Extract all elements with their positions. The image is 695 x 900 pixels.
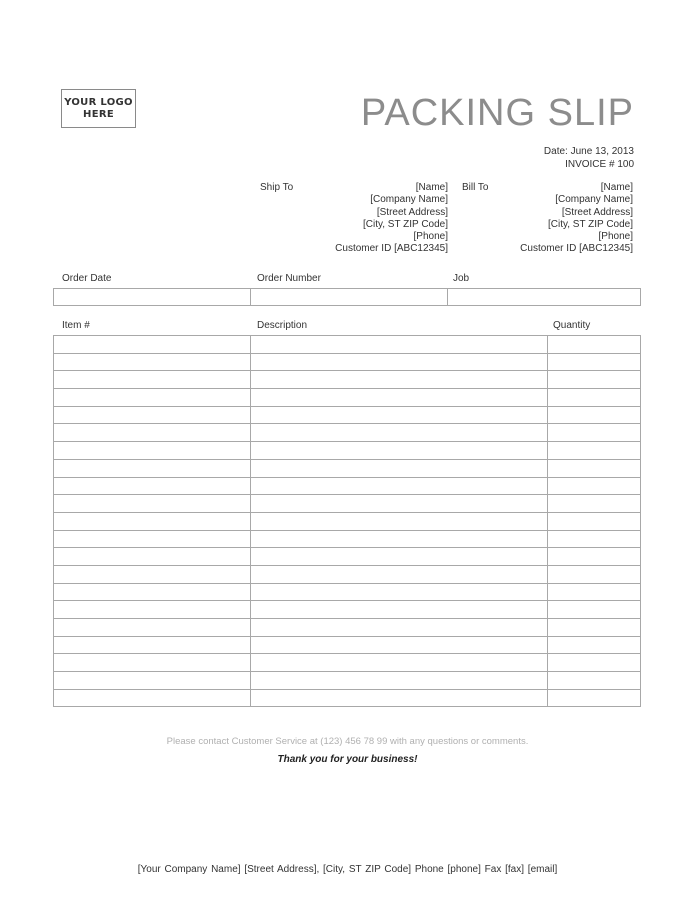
description-cell[interactable] — [251, 424, 548, 442]
order-info-table — [53, 288, 641, 306]
description-cell[interactable] — [251, 654, 548, 672]
bill-to-customer-id: Customer ID [ABC12345] — [520, 243, 633, 255]
quantity-cell[interactable] — [548, 565, 641, 583]
quantity-cell[interactable] — [548, 353, 641, 371]
table-row — [54, 336, 641, 354]
table-row — [54, 289, 641, 306]
quantity-cell[interactable] — [548, 424, 641, 442]
item-number-cell[interactable] — [54, 689, 251, 707]
item-number-cell[interactable] — [54, 389, 251, 407]
quantity-cell[interactable] — [548, 459, 641, 477]
item-number-cell[interactable] — [54, 495, 251, 513]
order-number-field[interactable] — [251, 289, 448, 306]
item-number-cell[interactable] — [54, 583, 251, 601]
description-cell[interactable] — [251, 406, 548, 424]
description-cell[interactable] — [251, 353, 548, 371]
description-cell[interactable] — [251, 477, 548, 495]
description-cell[interactable] — [251, 672, 548, 690]
quantity-label: Quantity — [553, 320, 591, 331]
table-row — [54, 424, 641, 442]
document-title: PACKING SLIP — [360, 92, 634, 134]
quantity-cell[interactable] — [548, 654, 641, 672]
quantity-cell[interactable] — [548, 583, 641, 601]
job-label: Job — [453, 273, 470, 284]
quantity-cell[interactable] — [548, 512, 641, 530]
item-number-cell[interactable] — [54, 442, 251, 460]
item-number-cell[interactable] — [54, 601, 251, 619]
description-cell[interactable] — [251, 601, 548, 619]
invoice-meta — [544, 145, 634, 171]
description-cell[interactable] — [251, 389, 548, 407]
logo-line-2: HERE — [83, 108, 114, 120]
item-number-cell[interactable] — [54, 636, 251, 654]
order-date-label: Order Date — [62, 273, 112, 284]
item-number-cell[interactable] — [54, 459, 251, 477]
description-cell[interactable] — [251, 459, 548, 477]
table-row — [54, 689, 641, 707]
item-number-cell[interactable] — [54, 672, 251, 690]
ship-to-name: [Name] — [415, 182, 448, 193]
description-cell[interactable] — [251, 495, 548, 513]
bill-to-street: [Street Address] — [561, 206, 633, 218]
item-number-label: Item # — [62, 320, 90, 331]
description-cell[interactable] — [251, 548, 548, 566]
table-row — [54, 442, 641, 460]
table-row — [54, 636, 641, 654]
description-label: Description — [257, 320, 308, 331]
item-number-cell[interactable] — [54, 424, 251, 442]
quantity-cell[interactable] — [548, 406, 641, 424]
table-row — [54, 477, 641, 495]
description-cell[interactable] — [251, 371, 548, 389]
table-row — [54, 548, 641, 566]
item-number-cell[interactable] — [54, 530, 251, 548]
description-cell[interactable] — [251, 565, 548, 583]
quantity-cell[interactable] — [548, 530, 641, 548]
table-row — [54, 495, 641, 513]
bill-to-company: [Company Name] — [555, 194, 633, 206]
item-number-cell[interactable] — [54, 406, 251, 424]
item-number-cell[interactable] — [54, 512, 251, 530]
ship-to-city: [City, ST ZIP Code] — [362, 218, 448, 230]
bill-to-city: [City, ST ZIP Code] — [547, 218, 633, 230]
quantity-cell[interactable] — [548, 619, 641, 637]
description-cell[interactable] — [251, 583, 548, 601]
item-number-cell[interactable] — [54, 477, 251, 495]
items-table — [53, 335, 641, 707]
quantity-cell[interactable] — [548, 548, 641, 566]
table-row — [54, 619, 641, 637]
bill-to-label: Bill To — [462, 182, 489, 193]
bill-to-address — [520, 182, 633, 256]
quantity-cell[interactable] — [548, 336, 641, 354]
table-row — [54, 371, 641, 389]
description-cell[interactable] — [251, 619, 548, 637]
table-row — [54, 672, 641, 690]
bill-to-phone: [Phone] — [598, 231, 633, 243]
item-number-cell[interactable] — [54, 353, 251, 371]
invoice-number: INVOICE # 100 — [565, 159, 634, 170]
thank-you-note: Thank you for your business! — [277, 754, 418, 765]
table-row — [54, 601, 641, 619]
description-cell[interactable] — [251, 512, 548, 530]
table-row — [54, 459, 641, 477]
item-number-cell[interactable] — [54, 565, 251, 583]
ship-to-street: [Street Address] — [376, 206, 448, 218]
quantity-cell[interactable] — [548, 636, 641, 654]
quantity-cell[interactable] — [548, 389, 641, 407]
quantity-cell[interactable] — [548, 495, 641, 513]
job-field[interactable] — [448, 289, 641, 306]
contact-note: Please contact Customer Service at (123) 456 78 99 with any questions or comments. — [166, 736, 529, 747]
item-number-cell[interactable] — [54, 371, 251, 389]
logo-line-1: YOUR LOGO — [64, 96, 133, 108]
description-cell[interactable] — [251, 689, 548, 707]
table-row — [54, 353, 641, 371]
ship-to-label: Ship To — [260, 182, 294, 193]
ship-to-company: [Company Name] — [370, 194, 448, 206]
table-row — [54, 389, 641, 407]
company-footer: [Your Company Name] [Street Address], [City, ST ZIP Code] Phone [phone] Fax [fax] [email] — [137, 864, 558, 875]
quantity-cell[interactable] — [548, 689, 641, 707]
quantity-cell[interactable] — [548, 672, 641, 690]
description-cell[interactable] — [251, 636, 548, 654]
item-number-cell[interactable] — [54, 654, 251, 672]
order-date-field[interactable] — [54, 289, 251, 306]
table-row — [54, 654, 641, 672]
item-number-cell[interactable] — [54, 619, 251, 637]
ship-to-customer-id: Customer ID [ABC12345] — [335, 243, 448, 255]
table-row — [54, 583, 641, 601]
description-cell[interactable] — [251, 336, 548, 354]
quantity-cell[interactable] — [548, 601, 641, 619]
quantity-cell[interactable] — [548, 477, 641, 495]
ship-to-address — [335, 182, 448, 256]
item-number-cell[interactable] — [54, 548, 251, 566]
order-number-label: Order Number — [257, 273, 321, 284]
bill-to-name: [Name] — [600, 182, 633, 193]
item-number-cell[interactable] — [54, 336, 251, 354]
logo-placeholder — [61, 89, 136, 128]
table-row — [54, 565, 641, 583]
table-row — [54, 530, 641, 548]
description-cell[interactable] — [251, 530, 548, 548]
description-cell[interactable] — [251, 442, 548, 460]
table-row — [54, 406, 641, 424]
quantity-cell[interactable] — [548, 371, 641, 389]
quantity-cell[interactable] — [548, 442, 641, 460]
table-row — [54, 512, 641, 530]
ship-to-phone: [Phone] — [413, 231, 448, 243]
invoice-date: Date: June 13, 2013 — [543, 146, 634, 157]
